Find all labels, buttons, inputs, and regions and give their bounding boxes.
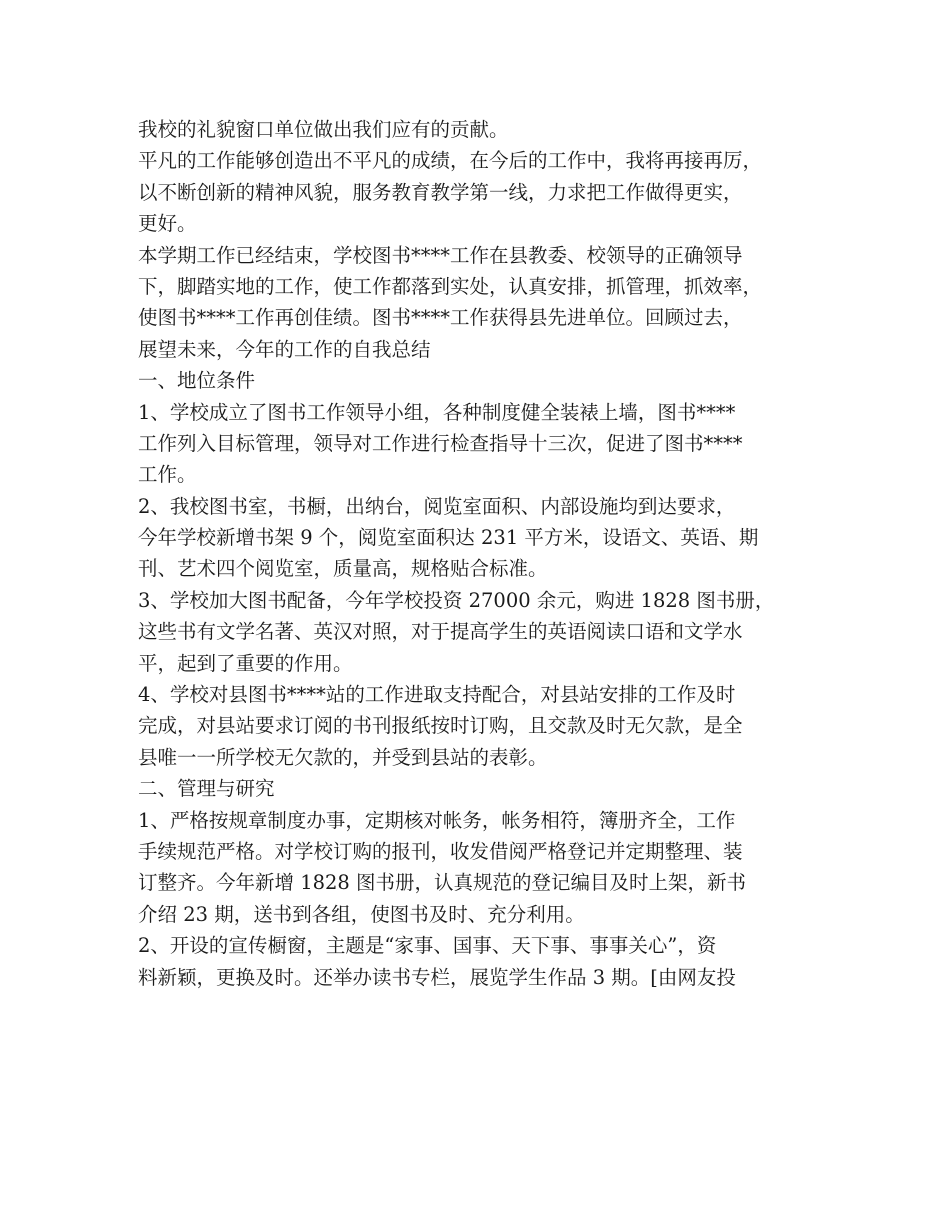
text-line: 刊、艺术四个阅览室，质量高，规格贴合标准。 bbox=[138, 557, 548, 581]
text-line: 展望未来，今年的工作的自我总结 bbox=[138, 337, 431, 361]
text-line: 介绍 23 期，送书到各组，使图书及时、充分利用。 bbox=[138, 902, 585, 926]
text-line: 下，脚踏实地的工作，使工作都落到实处，认真安排，抓管理，抓效率， bbox=[138, 274, 763, 298]
text-line: 订整齐。今年新增 1828 图书册，认真规范的登记编目及时上架，新书 bbox=[138, 871, 747, 895]
section-heading: 二、管理与研究 bbox=[138, 777, 275, 801]
text-line: 更好。 bbox=[138, 212, 197, 236]
text-line: 我校的礼貌窗口单位做出我们应有的贡献。 bbox=[138, 118, 509, 141]
text-line: 本学期工作已经结束，学校图书****工作在县教委、校领导的正确领导 bbox=[138, 243, 743, 267]
text-line: 手续规范严格。对学校订购的报刊，收发借阅严格登记并定期整理、装 bbox=[138, 839, 743, 863]
text-line: 平凡的工作能够创造出不平凡的成绩，在今后的工作中，我将再接再厉， bbox=[138, 149, 763, 173]
text-line: 3、学校加大图书配备，今年学校投资 27000 余元，购进 1828 图书册， bbox=[138, 588, 775, 612]
text-line: 2、我校图书室，书橱，出纳台，阅览室面积、内部设施均到达要求， bbox=[138, 494, 736, 518]
text-line: 4、学校对县图书****站的工作进取支持配合，对县站安排的工作及时 bbox=[138, 683, 736, 707]
text-line: 1、学校成立了图书工作领导小组，各种制度健全装裱上墙，图书**** bbox=[138, 400, 736, 424]
text-line: 县唯一一所学校无欠款的，并受到县站的表彰。 bbox=[138, 745, 548, 769]
text-line: 使图书****工作再创佳绩。图书****工作获得县先进单位。回顾过去， bbox=[138, 306, 743, 330]
text-line: 以不断创新的精神风貌，服务教育教学第一线，力求把工作做得更实， bbox=[138, 180, 743, 204]
text-line: 今年学校新增书架 9 个，阅览室面积达 231 平方米，设语文、英语、期 bbox=[138, 526, 759, 550]
text-line: 1、严格按规章制度办事，定期核对帐务，帐务相符，簿册齐全，工作 bbox=[138, 808, 736, 832]
text-line: 工作列入目标管理，领导对工作进行检查指导十三次，促进了图书**** bbox=[138, 431, 743, 455]
section-heading: 一、地位条件 bbox=[138, 369, 256, 393]
document-body bbox=[138, 114, 828, 993]
text-line: 2、开设的宣传橱窗，主题是“家事、国事、天下事、事事关心”，资 bbox=[138, 934, 717, 958]
text-line: 完成，对县站要求订阅的书刊报纸按时订购，且交款及时无欠款，是全 bbox=[138, 714, 743, 738]
text-line: 工作。 bbox=[138, 463, 197, 487]
text-line: 这些书有文学名著、英汉对照，对于提高学生的英语阅读口语和文学水 bbox=[138, 620, 743, 644]
text-line: 平，起到了重要的作用。 bbox=[138, 651, 353, 675]
text-line: 料新颖，更换及时。还举办读书专栏，展览学生作品 3 期。[由网友投 bbox=[138, 965, 736, 989]
